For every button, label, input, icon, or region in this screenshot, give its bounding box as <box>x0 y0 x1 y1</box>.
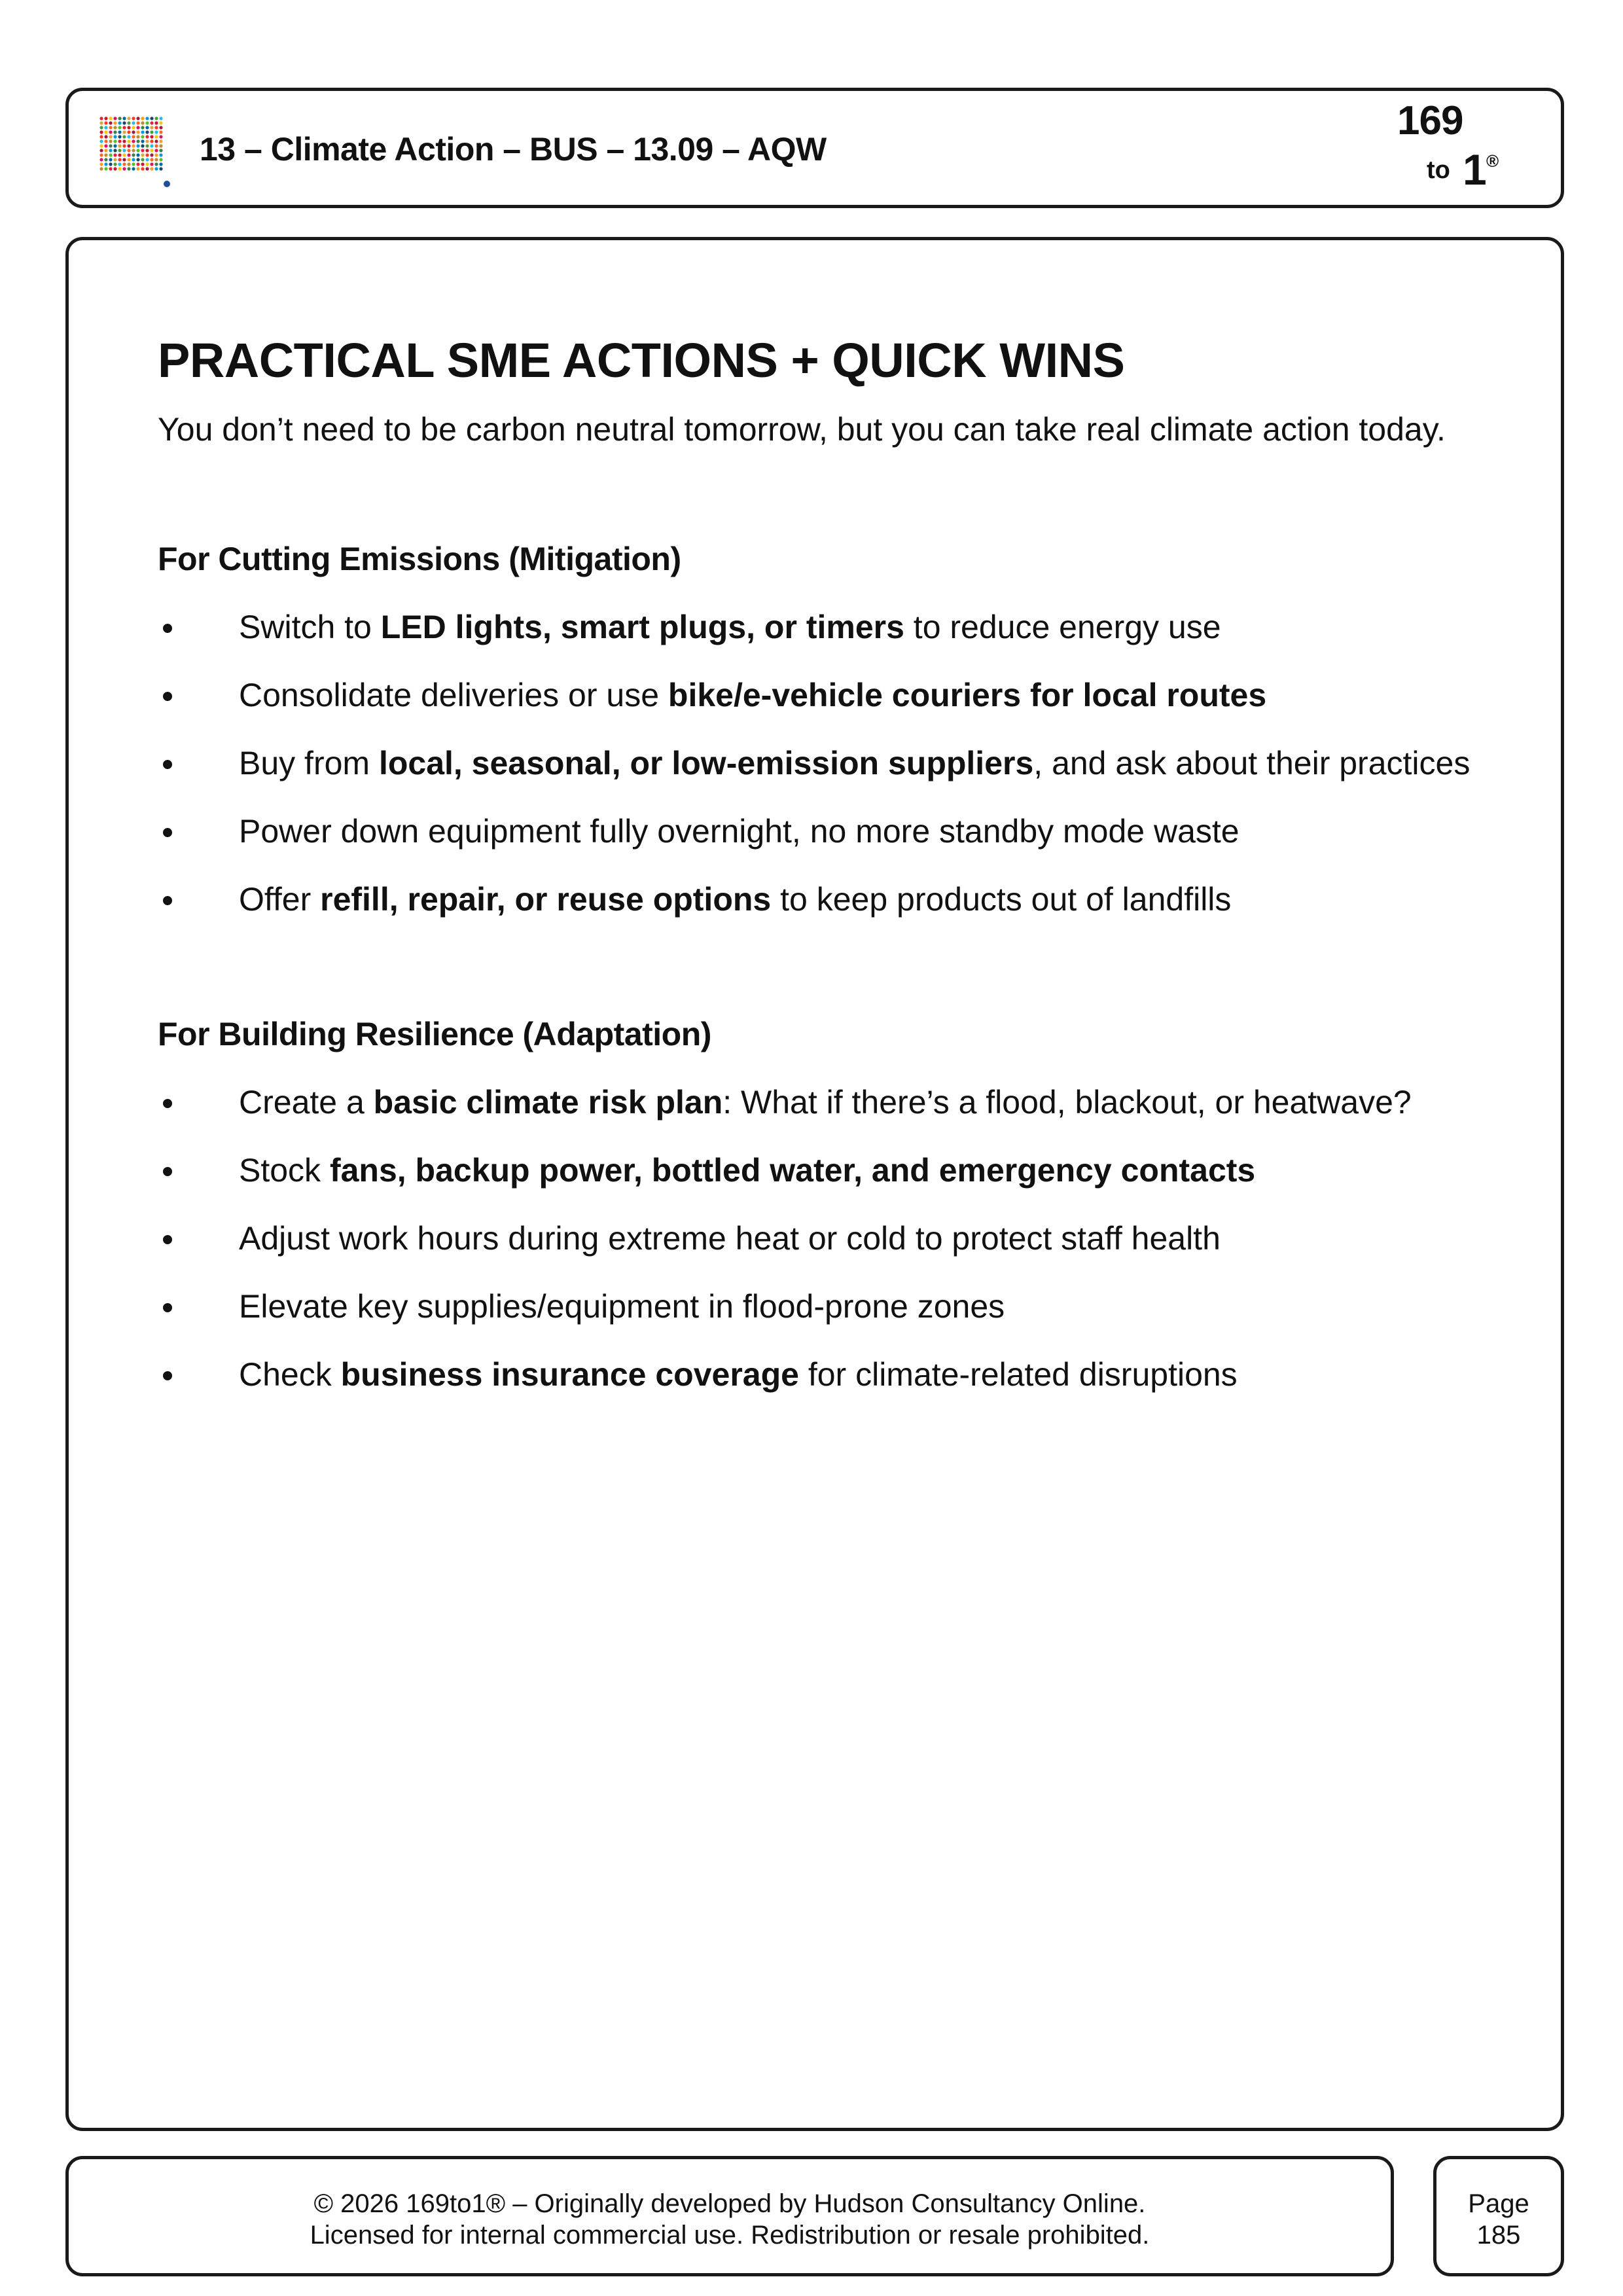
text-run: : What if there’s a flood, blackout, or heatwave? <box>722 1083 1412 1121</box>
text-run: Create a <box>239 1083 374 1121</box>
bullet-icon <box>163 896 172 905</box>
list-item <box>158 1148 1480 1193</box>
bullet-icon <box>163 692 172 701</box>
page-number: 185 <box>1476 2221 1521 2250</box>
copyright-notice <box>69 2188 1391 2251</box>
list-item <box>158 1216 1480 1261</box>
bold-text: local, seasonal, or low-emission suppliers <box>378 744 1034 781</box>
list-item <box>158 673 1480 717</box>
list-item <box>158 877 1480 922</box>
page-label: Page <box>1468 2189 1529 2218</box>
section-heading-mitigation: For Cutting Emissions (Mitigation) <box>158 540 681 577</box>
list-item <box>158 1352 1480 1397</box>
copyright-line: © 2026 169to1® – Originally developed by Hudson Consultancy Online. <box>313 2189 1146 2218</box>
brand-number: 169 <box>1397 98 1463 143</box>
section-heading-adaptation: For Building Resilience (Adaptation) <box>158 1015 711 1052</box>
text-run: for climate-related disruptions <box>798 1355 1238 1393</box>
page-header <box>65 88 1564 208</box>
text-run: to reduce energy use <box>904 608 1221 645</box>
mitigation-list <box>158 605 1480 922</box>
content-panel <box>65 237 1564 2131</box>
bold-text: LED lights, smart plugs, or timers <box>380 608 904 645</box>
footer <box>65 2156 1394 2276</box>
text-run: Switch to <box>239 608 381 645</box>
bullet-icon <box>163 1371 172 1380</box>
license-line: Licensed for internal commercial use. Redistribution or resale prohibited. <box>310 2221 1150 2250</box>
adaptation-list <box>158 1080 1480 1397</box>
bullet-icon <box>163 624 172 633</box>
brand-one: 1 <box>1463 145 1487 194</box>
brand-to: to <box>1427 156 1450 184</box>
text-run: Check <box>239 1355 341 1393</box>
bullet-icon <box>163 1099 172 1108</box>
intro-paragraph: You don’t need to be carbon neutral tomorrow, but you can take real climate action today. <box>158 410 1446 448</box>
bold-text: bike/e-vehicle couriers for local routes <box>668 676 1267 713</box>
list-item <box>158 741 1480 785</box>
text-run: to keep products out of landfills <box>771 880 1232 918</box>
text-run: Adjust work hours during extreme heat or cold to protect staff health <box>239 1219 1221 1257</box>
document-title: 13 – Climate Action – BUS – 13.09 – AQW <box>200 131 827 168</box>
text-run: Buy from <box>239 744 379 781</box>
page-number-box <box>1433 2156 1564 2276</box>
text-run: , and ask about their practices <box>1033 744 1471 781</box>
dot-matrix-logo-icon <box>99 116 171 188</box>
brand-registered-mark: ® <box>1486 151 1499 171</box>
page-title: PRACTICAL SME ACTIONS + QUICK WINS <box>158 333 1125 387</box>
list-item <box>158 809 1480 853</box>
text-run: Power down equipment fully overnight, no more standby mode waste <box>239 812 1240 850</box>
bullet-icon <box>163 1303 172 1312</box>
text-run: Stock <box>239 1151 330 1189</box>
bold-text: fans, backup power, bottled water, and emergency contacts <box>329 1151 1256 1189</box>
list-item <box>158 1284 1480 1329</box>
list-item <box>158 1080 1480 1124</box>
bold-text: business insurance coverage <box>340 1355 799 1393</box>
bullet-icon <box>163 828 172 837</box>
list-item <box>158 605 1480 649</box>
bullet-icon <box>163 760 172 769</box>
text-run: Offer <box>239 880 321 918</box>
bullet-icon <box>163 1167 172 1176</box>
text-run: Consolidate deliveries or use <box>239 676 668 713</box>
bold-text: refill, repair, or reuse options <box>320 880 772 918</box>
text-run: Elevate key supplies/equipment in flood-prone zones <box>239 1287 1005 1325</box>
bullet-icon <box>163 1235 172 1244</box>
bold-text: basic climate risk plan <box>373 1083 723 1121</box>
